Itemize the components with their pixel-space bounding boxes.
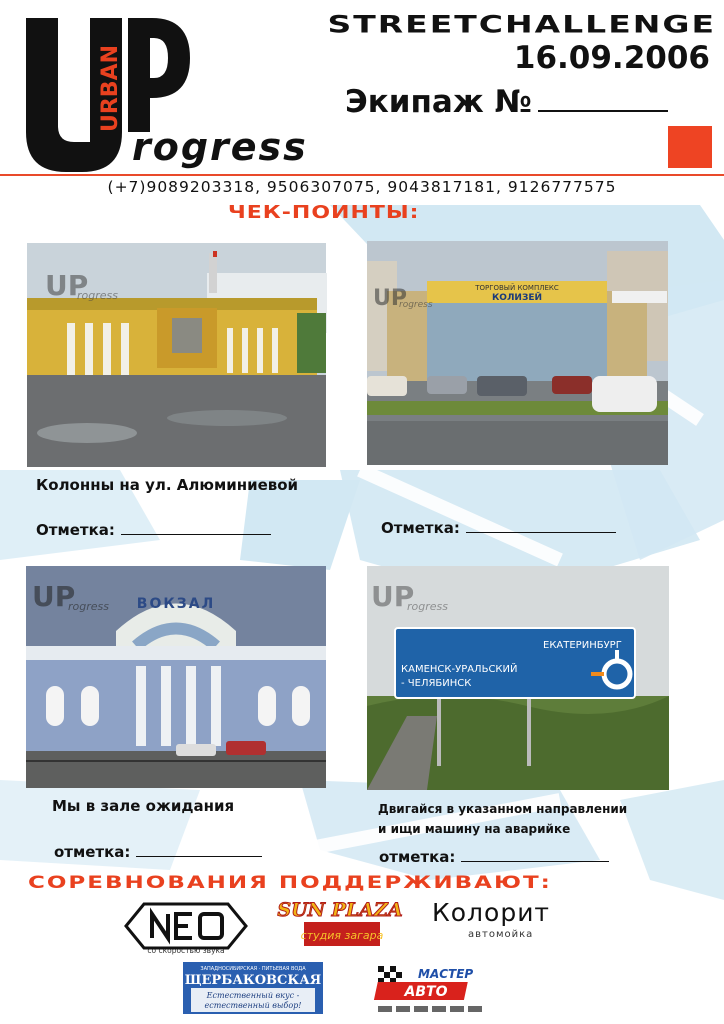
checkpoint-3-mark-blank bbox=[136, 842, 262, 857]
red-square-mark bbox=[668, 126, 712, 168]
mall-sign-name: КОЛИЗЕЙ bbox=[491, 293, 543, 303]
mall-sign-small: ТОРГОВЫЙ КОМПЛЕКС bbox=[475, 284, 559, 292]
svg-text:rogress: rogress bbox=[68, 600, 109, 613]
sunplaza-name: SUN PLAZA bbox=[277, 899, 403, 921]
sherbakovskaya-slogan-1: Естественный вкус - bbox=[206, 991, 300, 1000]
checkpoint-photo-road-sign bbox=[367, 566, 669, 790]
svg-text:rogress: rogress bbox=[77, 289, 118, 302]
svg-text:rogress: rogress bbox=[407, 600, 448, 613]
checkpoint-3-mark-label: отметка: bbox=[54, 843, 131, 861]
checkpoint-1-mark bbox=[36, 520, 271, 539]
svg-text:UP: UP bbox=[45, 269, 89, 302]
checkpoint-2-mark-blank bbox=[466, 518, 616, 533]
checkpoint-4-caption-line-2: и ищи машину на аварийке bbox=[378, 822, 571, 836]
checkpoint-photo-railway-station bbox=[26, 566, 326, 788]
masterauto-line2: АВТО bbox=[404, 984, 448, 1000]
checkpoint-1-caption: Колонны на ул. Алюминиевой bbox=[36, 476, 299, 494]
logo-rogress-text: rogress bbox=[132, 125, 308, 169]
checkpoint-3-caption: Мы в зале ожидания bbox=[52, 797, 235, 815]
crew-label: Экипаж № bbox=[345, 84, 532, 120]
road-sign-city-1: ЕКАТЕРИНБУРГ bbox=[543, 640, 622, 651]
checkpoint-photo-colonnade bbox=[27, 243, 326, 467]
checkpoint-4-caption-line-1: Двигайся в указанном направлении bbox=[378, 802, 628, 816]
sponsors-heading: СОРЕВНОВАНИЯ ПОДДЕРЖИВАЮТ: bbox=[28, 873, 552, 893]
svg-text:UP: UP bbox=[371, 580, 415, 613]
event-title: STREETCHALLENGE bbox=[327, 10, 716, 39]
checkpoint-2-mark-label: Отметка: bbox=[381, 519, 460, 537]
svg-text:rogress: rogress bbox=[399, 300, 433, 310]
checkpoints-heading: ЧЕК-ПОИНТЫ: bbox=[228, 203, 420, 223]
checkpoint-4-mark-label: отметка: bbox=[379, 848, 456, 866]
event-date: 16.09.2006 bbox=[513, 40, 710, 76]
crew-number-line bbox=[345, 84, 715, 120]
sponsor-neo-logo bbox=[122, 898, 250, 958]
phone-numbers: (+7)9089203318, 9506307075, 9043817181, 9126777575 bbox=[107, 178, 617, 196]
sunplaza-subtitle: студия загара bbox=[300, 929, 384, 942]
masterauto-line1: МАСТЕР bbox=[418, 967, 474, 981]
checkpoint-4-mark-blank bbox=[461, 847, 609, 862]
svg-text:UP: UP bbox=[32, 580, 76, 613]
checkpoint-3-mark bbox=[54, 842, 262, 861]
crew-number-blank bbox=[538, 86, 668, 112]
sherbakovskaya-name: ЩЕРБАКОВСКАЯ bbox=[184, 973, 322, 988]
checkpoint-photo-shopping-center bbox=[367, 241, 668, 465]
logo-urban-text: URBAN bbox=[98, 44, 123, 132]
checkpoint-4-mark bbox=[379, 847, 609, 866]
svg-text:UP: UP bbox=[373, 286, 407, 311]
sponsor-neo-tagline: со скоростью звука bbox=[147, 946, 225, 955]
checkpoint-1-mark-blank bbox=[121, 520, 271, 535]
sponsor-kolorit-tagline: автомойка bbox=[468, 929, 534, 940]
sponsor-sunplaza-logo bbox=[268, 898, 412, 950]
checkpoint-2-mark bbox=[381, 518, 616, 537]
sponsor-sherbakovskaya-logo bbox=[183, 962, 323, 1014]
header-divider bbox=[0, 174, 724, 176]
road-sign-city-3: - ЧЕЛЯБИНСК bbox=[401, 678, 472, 689]
road-sign-city-2: КАМЕНСК-УРАЛЬСКИЙ bbox=[401, 664, 518, 675]
sherbakovskaya-slogan-2: естественный выбор! bbox=[204, 1001, 302, 1010]
sponsor-masterauto-logo bbox=[374, 962, 502, 1016]
checkpoint-1-mark-label: Отметка: bbox=[36, 521, 115, 539]
sponsor-kolorit-name: Колорит bbox=[432, 898, 550, 927]
station-sign: ВОКЗАЛ bbox=[136, 596, 216, 612]
sherbakovskaya-top: ЗАПАДНОСИБИРСКАЯ · ПИТЬЕВАЯ ВОДА bbox=[200, 966, 306, 972]
